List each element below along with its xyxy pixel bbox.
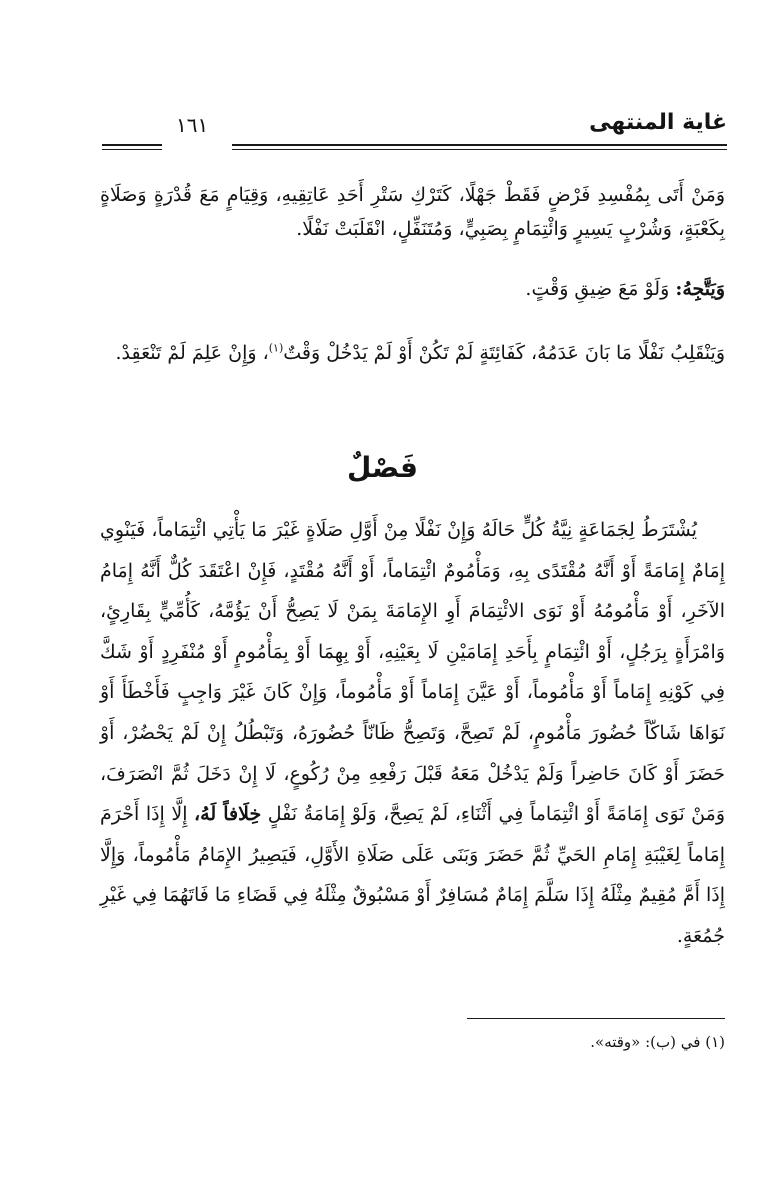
paragraph-text: وَيَنْقَلِبُ نَفْلًا مَا بَانَ عَدَمُهُ، كَفَائِتَةٍ لَمْ تَكُنْ أَوْ لَمْ يَدْخُلْ وَقْتٌ [283,342,725,364]
book-title: غاية المنتهى [589,110,727,135]
footnote-reference[interactable]: (١) [268,341,284,355]
paragraph-congregation [100,510,725,957]
paragraph-bold-phrase: خِلَافاً لَهُ، [194,803,262,826]
footnote-divider [467,1018,725,1019]
section-title: فَصْلٌ [347,451,418,484]
page-number: ١٦١ [176,113,209,137]
footnote: (١) في (ب): «وقته». [590,1033,725,1051]
paragraph-text: وَلَوْ مَعَ ضِيقِ وَقْتٍ. [525,278,670,300]
running-header [102,108,727,150]
paragraph-text: وَمَنْ أَتَى بِمُفْسِدِ فَرْضٍ فَقَطْ جَهْلًا، كَتَرْكِ سَتْرِ أَحَدِ عَاتِقِيهِ، وَقِيَامٍ مَعَ قُدْرَةٍ وَصَلَاةٍ بِكَعْبَةٍ، وَشُرْبٍ يَسِيرٍ وَائْتِمَامٍ بِصَبِيٍّ، وَمُتَنَفِّلٍ، انْقَلَبَتْ نَفْلًا. [100,184,725,240]
paragraph-text: ، وَإِنْ عَلِمَ لَمْ تَنْعَقِدْ. [115,342,269,364]
paragraph-invalidator [100,178,725,246]
header-rule-long [232,144,727,150]
paragraph-inverts-to-nafl [100,336,725,370]
paragraph-text: يُشْتَرَطُ لِجَمَاعَةٍ نِيَّةُ كُلٍّ حَالَهُ وَإِنْ نَفْلًا مِنْ أَوَّلِ صَلَاةٍ غَيْرَ مَا يَأْتِي ائْتِمَاماً، فَيَنْوِي إِمَامٌ إِمَامَةً أَوْ أَنَّهُ مُقْتَدًى بِهِ، وَمَأْمُومٌ ائْتِمَاماً، أَوْ أَنَّهُ مُقْتَدٍ، فَإِنْ اعْتَقَدَ كُلٌّ أَنَّهُ إِمَامُ الآخَرِ، أَوْ مَأْمُومُهُ أَوْ نَوَى الائْتِمَامَ أَوِ الإِمَامَةَ بِمَنْ لَا يَصِحُّ أَنْ يَؤُمَّهُ، كَأُمِّيٍّ بِقَارِئٍ، وَامْرَأَةٍ بِرَجُلٍ، أَوْ ائْتِمَامٍ بِأَحَدِ إِمَامَيْنِ لَا بِعَيْنِهِ، أَوْ بِهِمَا أَوْ بِمَأْمُومٍ أَوْ مُنْفَرِدٍ أَوْ شَكَّ فِي كَوْنِهِ إِمَاماً أَوْ مَأْمُوماً، أَوْ عَيَّنَ إِمَاماً أَوْ مَأْمُوماً، وَإِنْ كَانَ غَيْرَ وَاجِبٍ فَأَخْطَأَ أَوْ نَوَاهَا شَاكّاً حُضُورَ مَأْمُومٍ، لَمْ تَصِحَّ، وَتَصِحُّ ظَانّاً حُضُورَهُ، وَتَبْطُلُ إِنْ لَمْ يَحْضُرْ، أَوْ حَضَرَ أَوْ كَانَ حَاضِراً وَلَمْ يَدْخُلْ مَعَهُ قَبْلَ رَفْعِهِ مِنْ رُكُوعٍ، لَا إِنْ دَخَلَ ثُمَّ انْصَرَفَ، وَمَنْ نَوَى إِمَامَةً أَوْ ائْتِمَاماً فِي أَثْنَاءِ، لَمْ يَصِحَّ، وَلَوْ إِمَامَةُ نَفْلٍ [100,519,725,826]
header-rule-short [102,144,162,150]
paragraph-text: إِلَّا إِذَا أَحْرَمَ إِمَاماً لِغَيْبَةِ إِمَامِ الحَيِّ ثُمَّ حَضَرَ وَبَنَى عَلَى صَلَاةِ الأَوَّلِ، فَيَصِيرُ الإِمَامُ مَأْمُوماً، وَإِلَّا إِذَا أَمَّ مُقِيمٌ مِثْلَهُ إِذَا سَلَّمَ إِمَامٌ مُسَافِرٌ أَوْ مَسْبُوقٌ مِثْلَهُ فِي قَضَاءِ مَا فَاتَهُمَا فِي غَيْرِ جُمُعَةٍ. [100,803,725,947]
paragraph-yattajih [100,272,725,306]
paragraph-lead: وَيَتَّجِهُ: [675,278,725,300]
